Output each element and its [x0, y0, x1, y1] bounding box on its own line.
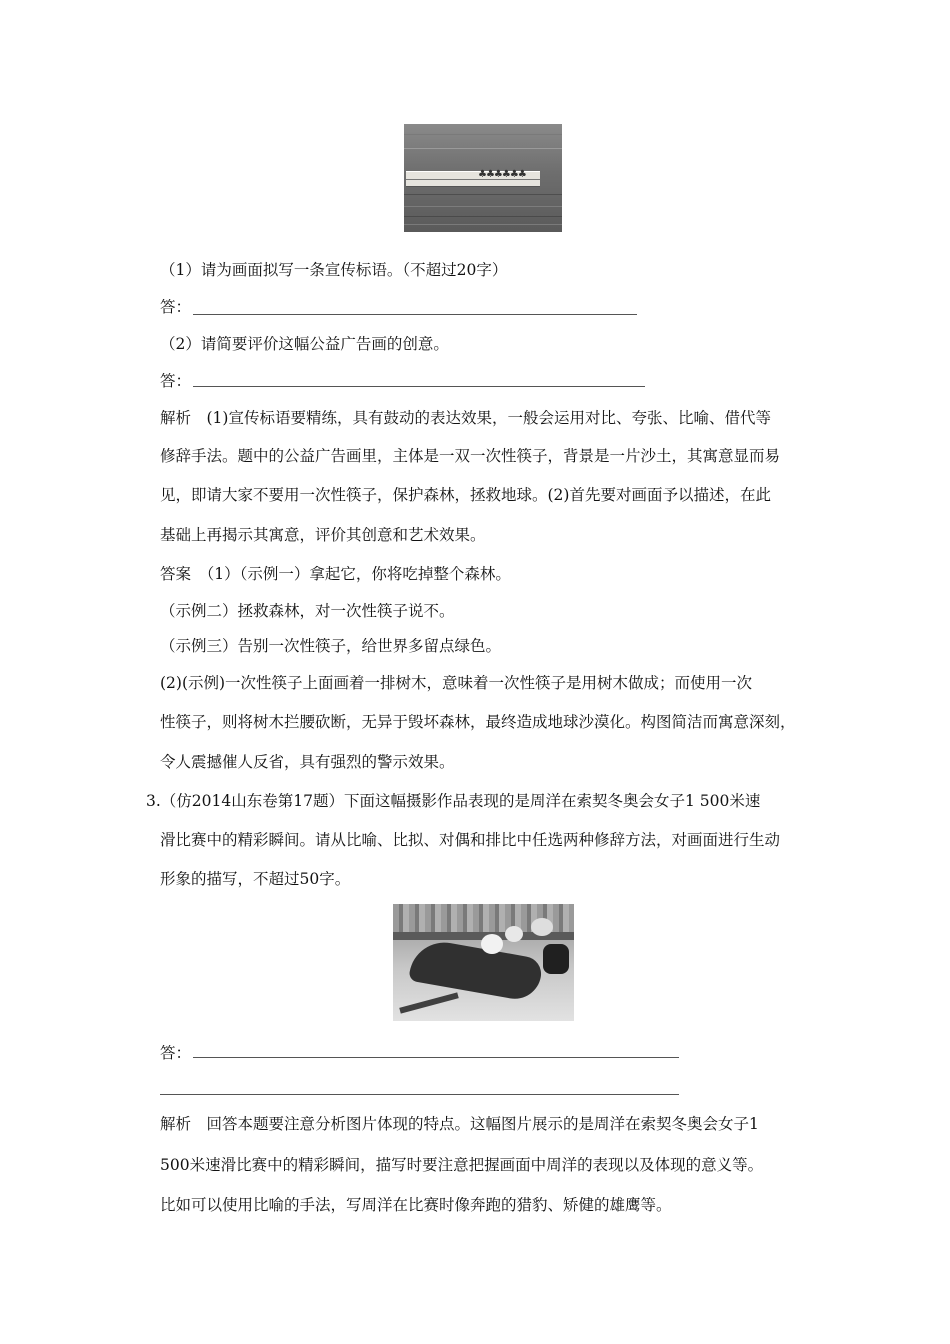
analysis-line: 解析 (1)宣传标语要精练，具有鼓动的表达效果，一般会运用对比、夸张、比喻、借代等 [160, 409, 771, 427]
answer-line: 性筷子，则将树木拦腰砍断，无异于毁坏森林，最终造成地球沙漠化。构图简洁而寓意深刻， [160, 713, 796, 731]
answer-field-2[interactable] [193, 386, 645, 387]
answer-line: （示例二）拯救森林，对一次性筷子说不。 [160, 602, 455, 620]
answer-field-1[interactable] [193, 314, 637, 315]
tree-row-icon: ♣♣♣♣♣♣ [478, 169, 526, 180]
question-3-stem: 3.（仿2014山东卷第17题）下面这幅摄影作品表现的是周洋在索契冬奥会女子1 500米速 [146, 792, 761, 810]
sub-question-1: （1）请为画面拟写一条宣传标语。（不超过20字） [160, 261, 508, 279]
question-3-stem: 形象的描写，不超过50字。 [160, 870, 351, 888]
analysis-line: 比如可以使用比喻的手法，写周洋在比赛时像奔跑的猎豹、矫健的雄鹰等。 [160, 1196, 672, 1214]
chopsticks-sand-photo [404, 124, 562, 232]
answer-field-3b[interactable] [160, 1094, 679, 1095]
answer-line: （示例三）告别一次性筷子，给世界多留点绿色。 [160, 637, 502, 655]
analysis-line: 解析 回答本题要注意分析图片体现的特点。这幅图片展示的是周洋在索契冬奥会女子1 [160, 1115, 759, 1133]
analysis-line: 见，即请大家不要用一次性筷子，保护森林，拯救地球。(2)首先要对画面予以描述，在此 [160, 486, 771, 504]
answer-line: 答案 （1）（示例一）拿起它，你将吃掉整个森林。 [160, 565, 511, 583]
answer-field-3[interactable] [193, 1057, 679, 1058]
answer-line: (2)(示例)一次性筷子上面画着一排树木，意味着一次性筷子是用树木做成；而使用一次 [160, 674, 753, 692]
analysis-line: 500米速滑比赛中的精彩瞬间，描写时要注意把握画面中周洋的表现以及体现的意义等。 [160, 1156, 764, 1174]
answer-label-2: 答： [160, 372, 192, 390]
speed-skating-photo [393, 904, 574, 1021]
question-3-stem: 滑比赛中的精彩瞬间。请从比喻、比拟、对偶和排比中任选两种修辞方法，对画面进行生动 [160, 831, 781, 849]
answer-label-3: 答： [160, 1044, 192, 1062]
analysis-line: 修辞手法。题中的公益广告画里，主体是一双一次性筷子，背景是一片沙土，其寓意显而易 [160, 447, 781, 465]
analysis-line: 基础上再揭示其寓意，评价其创意和艺术效果。 [160, 526, 486, 544]
answer-line: 令人震撼催人反省，具有强烈的警示效果。 [160, 753, 455, 771]
sub-question-2: （2）请简要评价这幅公益广告画的创意。 [160, 335, 449, 353]
answer-label-1: 答： [160, 298, 192, 316]
